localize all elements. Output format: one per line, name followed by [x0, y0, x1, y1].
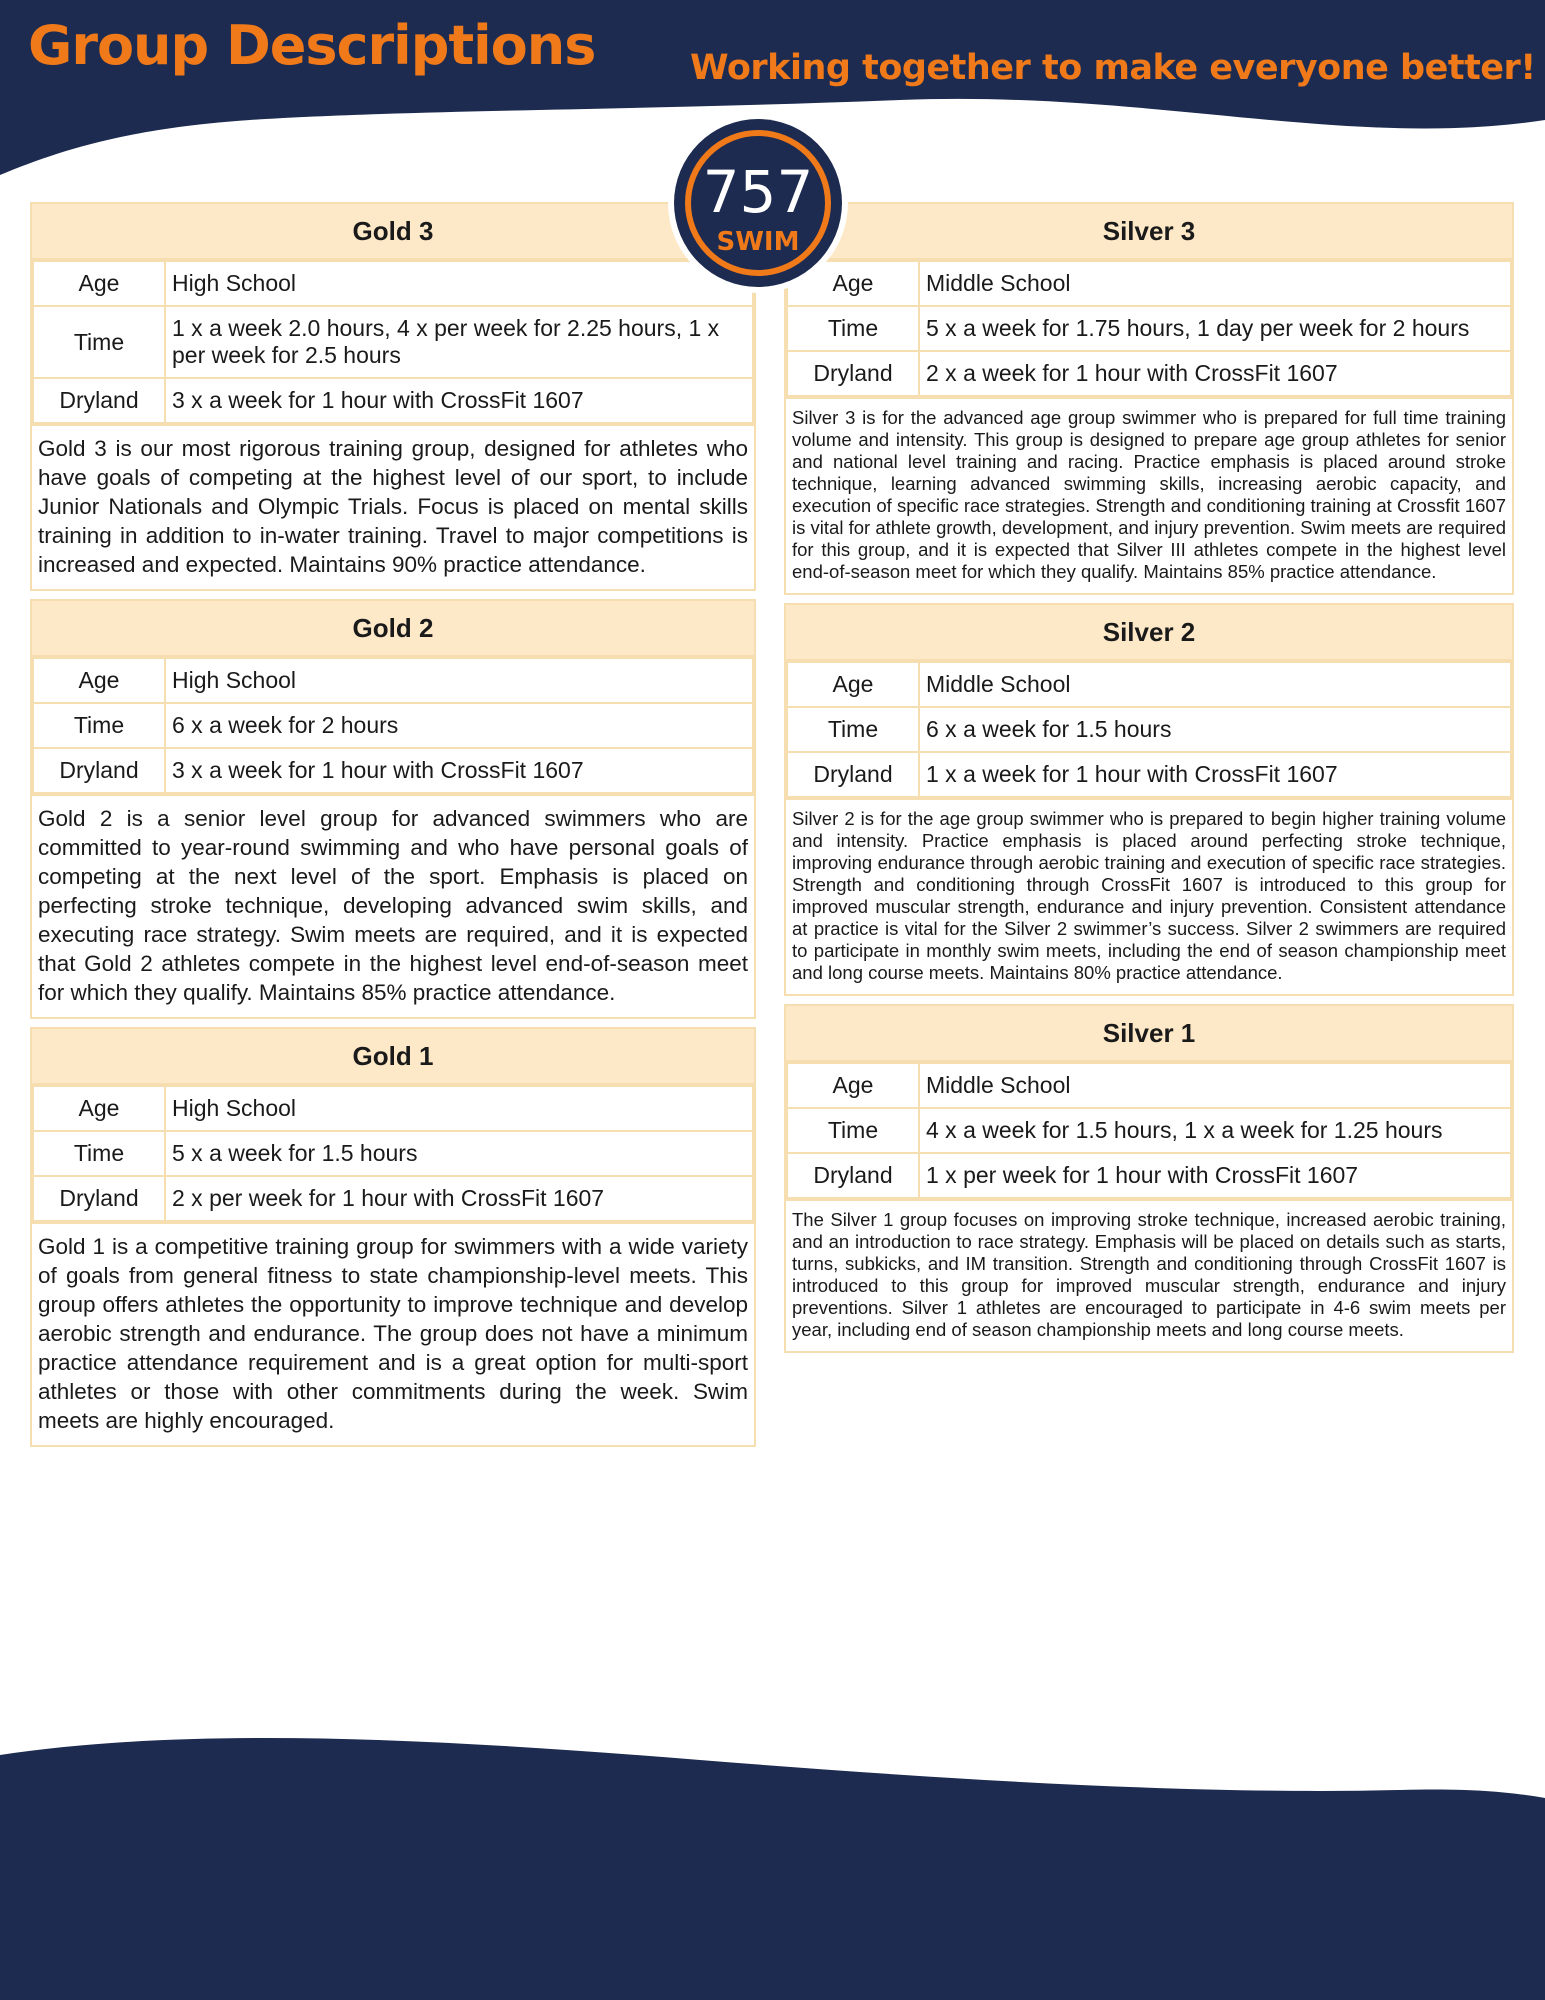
table-row [787, 1063, 1511, 1108]
table-row [33, 1176, 753, 1221]
row-label: Time [33, 1131, 165, 1176]
table-row [33, 261, 753, 306]
row-value: 4 x a week for 1.5 hours, 1 x a week for 1.25 hours [919, 1108, 1511, 1153]
row-value: Middle School [919, 261, 1511, 306]
table-row [787, 261, 1511, 306]
row-value: 5 x a week for 1.75 hours, 1 day per week for 2 hours [919, 306, 1511, 351]
table-row [787, 1153, 1511, 1198]
table-row [33, 306, 753, 378]
row-value: Middle School [919, 1063, 1511, 1108]
row-value: 6 x a week for 1.5 hours [919, 707, 1511, 752]
table-row [787, 707, 1511, 752]
group-description: Gold 1 is a competitive training group for swimmers with a wide variety of goals from general fitness to state championship-level meets. This group offers athletes the opportunity to improve technique and develop aerobic strength and endurance. The group does not have a minimum practice attendance requirement and is a great option for multi-sport athletes or those with other commitments during the week. Swim meets are highly encouraged. [32, 1222, 754, 1445]
row-value: 2 x a week for 1 hour with CrossFit 1607 [919, 351, 1511, 396]
table-row [33, 748, 753, 793]
table-row [787, 351, 1511, 396]
group-title: Silver 1 [786, 1006, 1512, 1062]
row-label: Time [787, 1108, 919, 1153]
row-label: Dryland [33, 1176, 165, 1221]
footer-wave-background [0, 1710, 1545, 2000]
row-value: 5 x a week for 1.5 hours [165, 1131, 753, 1176]
table-row [787, 662, 1511, 707]
group-silver2 [784, 603, 1514, 996]
group-info-table [32, 1085, 754, 1222]
row-value: Middle School [919, 662, 1511, 707]
row-value: High School [165, 1086, 753, 1131]
group-description: Gold 3 is our most rigorous training group, designed for athletes who have goals of competing at the highest level of our sport, to include Junior Nationals and Olympic Trials. Focus is placed on mental skills training in addition to in-water training. Travel to major competitions is increased and expected. Maintains 90% practice attendance. [32, 424, 754, 589]
row-label: Time [33, 306, 165, 378]
left-column [30, 202, 756, 1455]
row-label: Dryland [787, 351, 919, 396]
row-label: Age [33, 1086, 165, 1131]
row-value: 3 x a week for 1 hour with CrossFit 1607 [165, 378, 753, 423]
group-gold2 [30, 599, 756, 1019]
group-description: Silver 3 is for the advanced age group swimmer who is prepared for full time training volume and intensity. This group is designed to prepare age group athletes for senior and national level training and racing. Practice emphasis is placed around stroke technique, learning advanced swimming skills, increasing aerobic capacity, and execution of specific race strategies. Strength and conditioning training at Crossfit 1607 is vital for athlete growth, development, and injury prevention. Swim meets are required for this group, and it is expected that Silver III athletes compete in the highest level end-of-season meet for which they qualify. Maintains 85% practice attendance. [786, 397, 1512, 593]
group-description: Gold 2 is a senior level group for advanced swimmers who are committed to year-round swimming and who have personal goals of competing at the next level of the sport. Emphasis is placed on perfecting stroke technique, developing advanced swim skills, and executing race strategy. Swim meets are required, and it is expected that Gold 2 athletes compete in the highest level end-of-season meet for which they qualify. Maintains 85% practice attendance. [32, 794, 754, 1017]
row-label: Age [787, 1063, 919, 1108]
table-row [787, 1108, 1511, 1153]
row-label: Time [787, 707, 919, 752]
group-title: Gold 2 [32, 601, 754, 657]
group-silver3 [784, 202, 1514, 595]
group-info-table [32, 260, 754, 424]
row-value: 6 x a week for 2 hours [165, 703, 753, 748]
row-label: Age [33, 658, 165, 703]
tagline: Working together to make everyone better! [690, 48, 1536, 88]
group-silver1 [784, 1004, 1514, 1353]
row-label: Time [33, 703, 165, 748]
table-row [33, 1131, 753, 1176]
row-value: 1 x a week for 1 hour with CrossFit 1607 [919, 752, 1511, 797]
group-info-table [786, 661, 1512, 798]
row-value: 1 x a week 2.0 hours, 4 x per week for 2.25 hours, 1 x per week for 2.5 hours [165, 306, 753, 378]
row-value: 1 x per week for 1 hour with CrossFit 1607 [919, 1153, 1511, 1198]
row-value: High School [165, 658, 753, 703]
group-gold1 [30, 1027, 756, 1447]
table-row [33, 658, 753, 703]
table-row [33, 378, 753, 423]
right-column [784, 202, 1514, 1361]
table-row [787, 752, 1511, 797]
row-label: Age [33, 261, 165, 306]
row-label: Age [787, 261, 919, 306]
row-label: Dryland [33, 378, 165, 423]
group-title: Gold 3 [32, 204, 754, 260]
page-title: Group Descriptions [28, 14, 596, 77]
row-value: 2 x per week for 1 hour with CrossFit 1607 [165, 1176, 753, 1221]
group-gold3 [30, 202, 756, 591]
logo-word: SWIM [716, 227, 800, 257]
group-info-table [32, 657, 754, 794]
row-label: Dryland [787, 752, 919, 797]
row-value: High School [165, 261, 753, 306]
group-title: Silver 2 [786, 605, 1512, 661]
group-info-table [786, 1062, 1512, 1199]
table-row [787, 306, 1511, 351]
table-row [33, 1086, 753, 1131]
row-value: 3 x a week for 1 hour with CrossFit 1607 [165, 748, 753, 793]
club-logo [665, 110, 851, 296]
group-description: The Silver 1 group focuses on improving stroke technique, increased aerobic training, and an introduction to race strategy. Emphasis will be placed on details such as starts, turns, subkicks, and IM transition. Strength and conditioning through CrossFit 1607 is introduced to this group for improved muscular strength, endurance and injury preventions. Silver 1 athletes are encouraged to participate in 4-6 swim meets per year, including end of season championship meets and long course meets. [786, 1199, 1512, 1351]
row-label: Age [787, 662, 919, 707]
table-row [33, 703, 753, 748]
group-info-table [786, 260, 1512, 397]
group-title: Silver 3 [786, 204, 1512, 260]
group-description: Silver 2 is for the age group swimmer who is prepared to begin higher training volume and intensity. Practice emphasis is placed around perfecting stroke technique, improving endurance through aerobic training and execution of specific race strategies. Strength and conditioning through CrossFit 1607 is introduced to this group for improved muscular strength, endurance and injury prevention. Consistent attendance at practice is vital for the Silver 2 swimmer’s success. Silver 2 swimmers are required to participate in monthly swim meets, including the end of season championship meet and long course meets. Maintains 80% practice attendance. [786, 798, 1512, 994]
logo-number: 757 [702, 158, 814, 226]
row-label: Dryland [787, 1153, 919, 1198]
group-title: Gold 1 [32, 1029, 754, 1085]
row-label: Dryland [33, 748, 165, 793]
row-label: Time [787, 306, 919, 351]
